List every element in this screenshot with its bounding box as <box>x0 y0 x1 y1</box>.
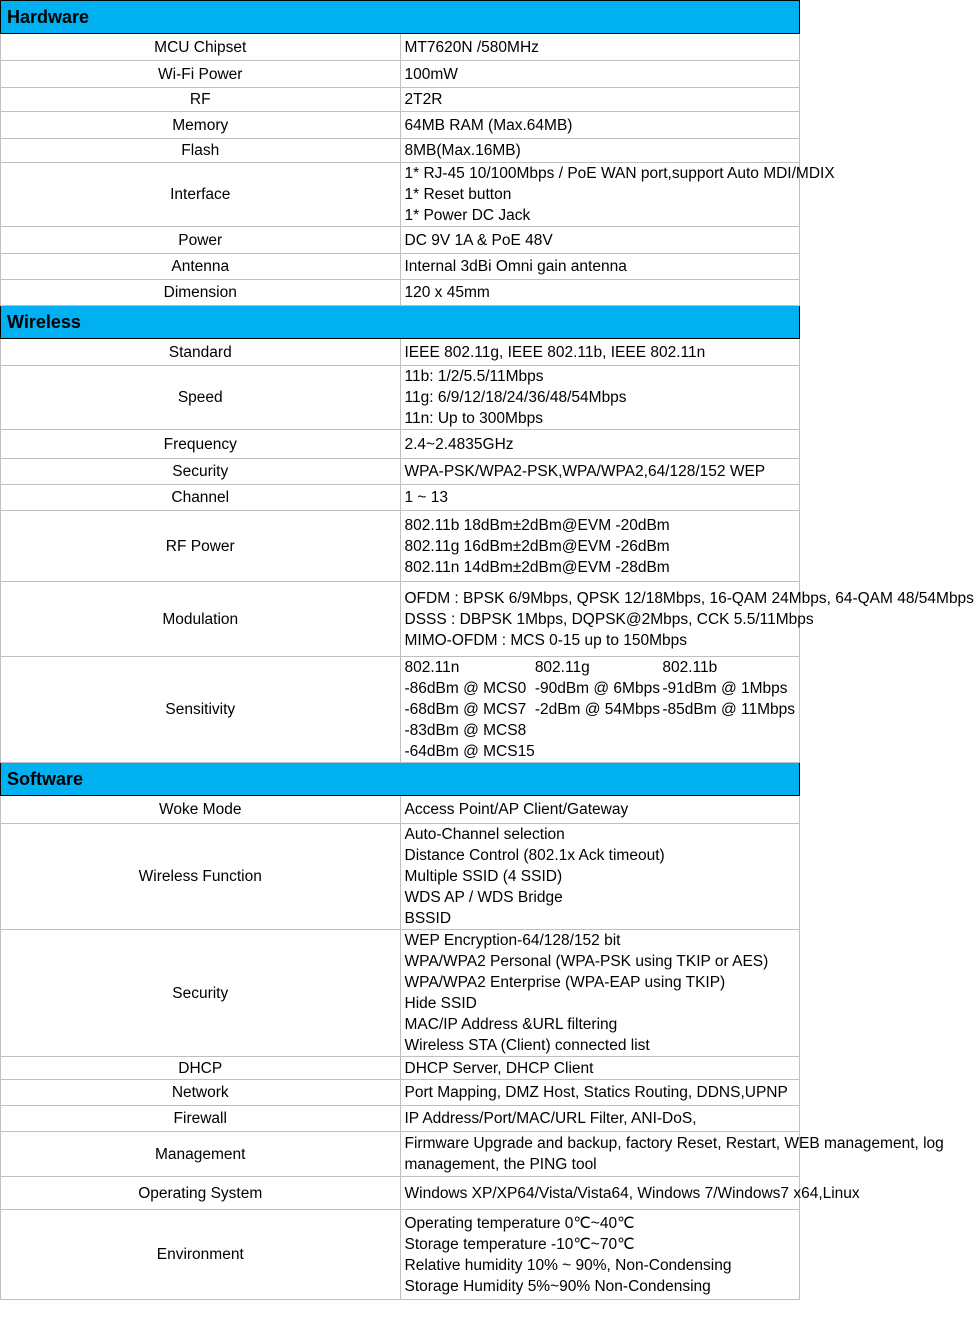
spec-row-sensitivity <box>1 657 800 763</box>
spec-label: MCU Chipset <box>1 34 401 61</box>
sensitivity-line: 802.11g <box>534 659 590 676</box>
spec-value-line: Operating temperature 0℃~40℃ <box>404 1214 635 1232</box>
spec-label: Security <box>1 459 401 485</box>
spec-value <box>400 1210 800 1300</box>
spec-row-firewall <box>1 1106 800 1132</box>
spec-row-mcu-chipset <box>1 34 800 61</box>
spec-value-line: 802.11n 14dBm±2dBm@EVM -28dBm <box>404 558 670 576</box>
spec-value <box>400 930 800 1057</box>
spec-value-line: WEP Encryption-64/128/152 bit <box>404 932 621 949</box>
spec-value-line: Port Mapping, DMZ Host, Statics Routing, DDNS,UPNP <box>404 1084 788 1101</box>
spec-label: Standard <box>1 339 401 366</box>
spec-value-line: MAC/IP Address &URL filtering <box>404 1016 618 1033</box>
sensitivity-line: -86dBm @ MCS0 <box>404 680 527 697</box>
spec-value-line: 1 ~ 13 <box>404 489 449 506</box>
spec-label: Network <box>1 1080 401 1106</box>
spec-row-network <box>1 1080 800 1106</box>
spec-value-line: 11n: Up to 300Mbps <box>404 410 543 427</box>
sensitivity-line: 802.11b <box>662 659 718 676</box>
spec-value-line: WDS AP / WDS Bridge <box>404 889 563 906</box>
spec-value-line: Relative humidity 10% ~ 90%, Non-Condensing <box>404 1256 732 1274</box>
spec-row-security <box>1 459 800 485</box>
section-title: Hardware <box>1 1 800 34</box>
sensitivity-line: -85dBm @ 11Mbps <box>662 701 795 718</box>
spec-value-line: Hide SSID <box>404 995 477 1012</box>
sensitivity-line: -68dBm @ MCS7 <box>404 701 527 718</box>
spec-label: Management <box>1 1132 401 1177</box>
spec-label: Channel <box>1 485 401 511</box>
spec-label: RF Power <box>1 511 401 582</box>
spec-value <box>400 1132 944 1177</box>
spec-value-line: 802.11g 16dBm±2dBm@EVM -26dBm <box>404 537 670 555</box>
sensitivity-line: -2dBm @ 54Mbps <box>534 701 660 718</box>
spec-value-line: WPA/WPA2 Enterprise (WPA-EAP using TKIP) <box>404 974 726 991</box>
spec-value <box>400 459 800 485</box>
spec-label: Security <box>1 930 401 1057</box>
spec-label: Interface <box>1 163 401 227</box>
spec-value-line: WPA/WPA2 Personal (WPA-PSK using TKIP or AES) <box>404 953 769 970</box>
spec-value-line: Windows XP/XP64/Vista/Vista64, Windows 7/Windows7 x64,Linux <box>404 1184 860 1202</box>
spec-row-rf <box>1 88 800 112</box>
spec-value-line: 2.4~2.4835GHz <box>404 435 514 453</box>
sensitivity-line: -83dBm @ MCS8 <box>404 722 527 739</box>
spec-row-modulation <box>1 582 800 657</box>
spec-value <box>400 511 800 582</box>
spec-value-line: management, the PING tool <box>404 1156 597 1173</box>
spec-row-speed <box>1 366 800 430</box>
sensitivity-line: 802.11n <box>404 659 460 676</box>
spec-value-line: Access Point/AP Client/Gateway <box>404 801 629 818</box>
section-header-software <box>1 763 800 796</box>
spec-label: Wireless Function <box>1 824 401 930</box>
spec-row-wi-fi-power <box>1 61 800 88</box>
spec-row-rf-power <box>1 511 800 582</box>
spec-value-line: 2T2R <box>404 91 443 108</box>
spec-value-line: MT7620N /580MHz <box>404 38 539 56</box>
spec-label: Antenna <box>1 254 401 280</box>
spec-value-line: Internal 3dBi Omni gain antenna <box>404 258 627 275</box>
spec-value-line: DSSS : DBPSK 1Mbps, DQPSK@2Mbps, CCK 5.5/11Mbps <box>404 610 814 628</box>
spec-value-line: MIMO-OFDM : MCS 0-15 up to 150Mbps <box>404 631 688 649</box>
spec-value <box>400 657 800 763</box>
spec-value <box>400 227 800 254</box>
spec-value <box>400 1057 800 1080</box>
spec-value <box>400 61 800 88</box>
spec-value <box>400 366 800 430</box>
spec-value-line: DHCP Server, DHCP Client <box>404 1059 594 1077</box>
spec-value-line: Storage temperature -10℃~70℃ <box>404 1235 635 1253</box>
spec-value <box>400 34 800 61</box>
sensitivity-column <box>662 657 795 762</box>
spec-label: DHCP <box>1 1057 401 1080</box>
spec-row-memory <box>1 112 800 139</box>
spec-row-woke-mode <box>1 796 800 824</box>
spec-row-environment <box>1 1210 800 1300</box>
spec-value <box>400 796 800 824</box>
spec-value <box>400 1177 860 1210</box>
spec-row-management <box>1 1132 800 1177</box>
spec-value <box>400 1080 800 1106</box>
spec-value <box>400 582 974 657</box>
section-header-wireless <box>1 306 800 339</box>
spec-value <box>400 280 800 306</box>
spec-value-line: Firmware Upgrade and backup, factory Reset, Restart, WEB management, log <box>404 1135 944 1152</box>
sensitivity-column <box>535 657 663 762</box>
spec-label: Memory <box>1 112 401 139</box>
spec-value-line: 64MB RAM (Max.64MB) <box>404 116 573 134</box>
spec-value-line: Auto-Channel selection <box>404 826 565 843</box>
section-title: Wireless <box>1 306 800 339</box>
spec-label: RF <box>1 88 401 112</box>
spec-row-dimension <box>1 280 800 306</box>
spec-value-line: 120 x 45mm <box>404 284 490 301</box>
spec-label: Speed <box>1 366 401 430</box>
spec-row-interface <box>1 163 800 227</box>
spec-value-line: 1* Power DC Jack <box>404 207 531 224</box>
sensitivity-line: -64dBm @ MCS15 <box>404 743 535 760</box>
spec-value-line: Multiple SSID (4 SSID) <box>404 868 563 885</box>
spec-label: Sensitivity <box>1 657 401 763</box>
spec-value <box>400 430 800 459</box>
spec-value-line: 100mW <box>404 65 458 83</box>
spec-value-line: 11b: 1/2/5.5/11Mbps <box>404 368 544 385</box>
spec-value-line: Wireless STA (Client) connected list <box>404 1037 650 1054</box>
spec-value-line: 1* RJ-45 10/100Mbps / PoE WAN port,support Auto MDI/MDIX <box>404 165 835 182</box>
spec-value-line: 1* Reset button <box>404 186 512 203</box>
spec-value <box>400 139 800 163</box>
spec-label: Modulation <box>1 582 401 657</box>
spec-value-line: IEEE 802.11g, IEEE 802.11b, IEEE 802.11n <box>404 343 706 361</box>
spec-label: Wi-Fi Power <box>1 61 401 88</box>
spec-row-standard <box>1 339 800 366</box>
spec-label: Dimension <box>1 280 401 306</box>
spec-row-security <box>1 930 800 1057</box>
spec-row-dhcp <box>1 1057 800 1080</box>
spec-value-line: Storage Humidity 5%~90% Non-Condensing <box>404 1277 711 1295</box>
spec-value-line: 11g: 6/9/12/18/24/36/48/54Mbps <box>404 389 627 406</box>
spec-label: Flash <box>1 139 401 163</box>
spec-value-line: IP Address/Port/MAC/URL Filter, ANI-DoS, <box>404 1110 697 1127</box>
sensitivity-column <box>405 657 535 762</box>
section-header-hardware <box>1 1 800 34</box>
sensitivity-line: -90dBm @ 6Mbps <box>534 680 660 697</box>
spec-value <box>400 163 835 227</box>
spec-value-line: OFDM : BPSK 6/9Mbps, QPSK 12/18Mbps, 16-QAM 24Mbps, 64-QAM 48/54Mbps <box>404 589 974 607</box>
spec-label: Environment <box>1 1210 401 1300</box>
spec-row-channel <box>1 485 800 511</box>
spec-label: Frequency <box>1 430 401 459</box>
spec-value-line: WPA-PSK/WPA2-PSK,WPA/WPA2,64/128/152 WEP <box>404 463 766 480</box>
spec-value-line: DC 9V 1A & PoE 48V <box>404 231 553 249</box>
spec-value <box>400 112 800 139</box>
spec-value-line: BSSID <box>404 910 452 927</box>
spec-value <box>400 824 800 930</box>
spec-row-frequency <box>1 430 800 459</box>
spec-label: Operating System <box>1 1177 401 1210</box>
section-title: Software <box>1 763 800 796</box>
sensitivity-line: -91dBm @ 1Mbps <box>662 680 788 697</box>
spec-value-line: 8MB(Max.16MB) <box>404 142 521 159</box>
spec-value <box>400 1106 800 1132</box>
spec-row-operating-system <box>1 1177 800 1210</box>
spec-row-flash <box>1 139 800 163</box>
spec-label: Power <box>1 227 401 254</box>
spec-row-antenna <box>1 254 800 280</box>
spec-value <box>400 88 800 112</box>
spec-value <box>400 339 800 366</box>
spec-row-wireless-function <box>1 824 800 930</box>
spec-label: Firewall <box>1 1106 401 1132</box>
spec-value <box>400 254 800 280</box>
spec-value <box>400 485 800 511</box>
spec-row-power <box>1 227 800 254</box>
spec-value-line: Distance Control (802.1x Ack timeout) <box>404 847 665 864</box>
spec-label: Woke Mode <box>1 796 401 824</box>
sensitivity-columns <box>405 657 796 762</box>
spec-value-line: 802.11b 18dBm±2dBm@EVM -20dBm <box>404 516 670 534</box>
